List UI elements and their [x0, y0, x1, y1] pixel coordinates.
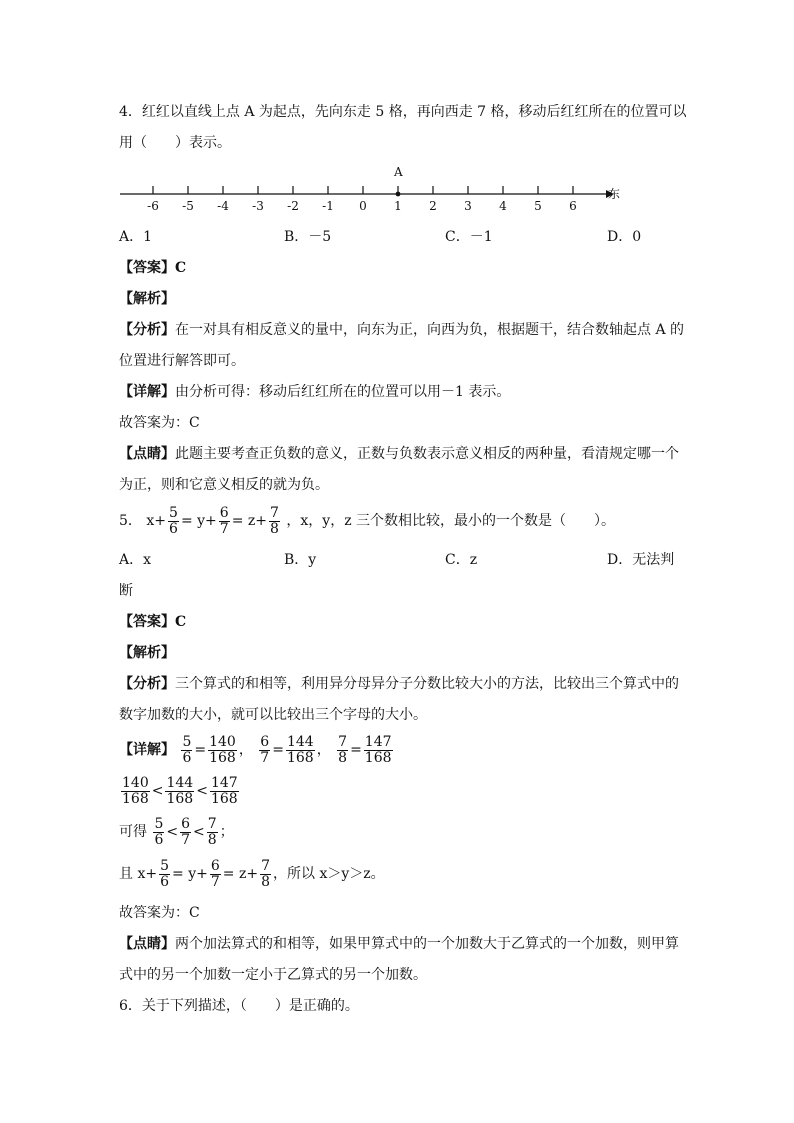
xiangjie-text: 由分析可得：移动后红红所在的位置可以用－1 表示。 [175, 384, 511, 400]
fraction: $\frac{140}{168}$ [122, 774, 149, 807]
fraction: $\frac{144}{168}$ [286, 733, 314, 766]
tick-label: -1 [322, 199, 334, 213]
q5-stem-tail: ，x，y，z 三个数相比较，最小的一个数是（ ）。 [286, 513, 616, 529]
dianjing-text: 此题主要考查正负数的意义，正数与负数表示意义相反的两种量，看清规定哪一个 [175, 446, 679, 462]
number-line [118, 164, 628, 214]
q4-dianjing-line1 [119, 444, 679, 464]
fenxi-text: 在一对具有相反意义的量中，向东为正，向西为负，根据题干，结合数轴起点 A 的 [175, 322, 685, 338]
q4-option-d: D．0 [607, 229, 642, 245]
q4-stem-line2: 用（ ）表示。 [119, 135, 231, 151]
fraction: $\frac{5}{6}$ [160, 857, 170, 890]
q5-option-b: B．y [284, 552, 317, 568]
q5-conclusion: 且 x+ $\frac{5}{6}$ = y+ $\frac{6}{7}$ = z+ $\frac{7}{8}$ ，所以 x＞y＞z。 [119, 857, 385, 890]
fenxi-tag: 【分析】 [119, 322, 175, 338]
tick-label: 4 [499, 199, 507, 213]
fraction: $\frac{140}{168}$ [209, 733, 236, 766]
fraction: $\frac{6}{7}$ [219, 504, 229, 537]
q4-jiexi: 【解析】 [119, 291, 175, 307]
q4-option-c: C．－1 [445, 229, 493, 245]
point-a-marker [396, 192, 401, 197]
q5-fenxi-line2: 数字加数的大小，就可以比较出三个字母的大小。 [119, 707, 427, 723]
q4-guda: 故答案为：C [119, 415, 200, 431]
q5-guda: 故答案为：C [119, 905, 200, 921]
q6-stem: 6．关于下列描述，（ ）是正确的。 [119, 998, 359, 1014]
fraction: $\frac{7}{8}$ [270, 504, 279, 537]
fraction: $\frac{7}{8}$ [261, 857, 271, 890]
q4-dianjing-line2: 为正，则和它意义相反的就为负。 [119, 477, 329, 493]
q5-compare-168: $\frac{140}{168}$ < $\frac{144}{168}$ < $\frac{147}{168}$ [122, 774, 238, 807]
q4-option-a: A．1 [119, 229, 153, 245]
tick-label: -5 [182, 199, 194, 213]
q5-number: 5． [119, 513, 142, 529]
point-a-label: A [394, 165, 403, 179]
tick-label: 5 [534, 199, 542, 213]
east-label: 东 [608, 187, 621, 201]
fraction: $\frac{7}{8}$ [207, 815, 217, 848]
tick-label: 6 [569, 199, 577, 213]
q5-fenxi-line1 [119, 674, 679, 694]
tick-label: 0 [359, 199, 367, 213]
xiangjie-tag: 【详解】 [119, 384, 175, 400]
tick-label: -2 [287, 199, 299, 213]
q5-stem: 5． x+ $\frac{5}{6}$ = y+ $\frac{6}{7}$ = z+ $\frac{7}{8}$ ，x，y，z 三个数相比较，最小的一个数是（ ）。 [119, 504, 616, 537]
fraction: $\frac{5}{6}$ [154, 815, 164, 848]
tick-label: 3 [464, 199, 472, 213]
fraction: $\frac{7}{8}$ [338, 733, 348, 766]
dianjing-tag: 【点睛】 [119, 936, 175, 952]
tick-label: -4 [217, 199, 229, 213]
tick-label: 1 [394, 199, 402, 213]
fraction: $\frac{144}{168}$ [166, 774, 194, 807]
q4-fenxi-line1 [119, 320, 684, 340]
q5-option-c: C．z [445, 552, 478, 568]
fenxi-text: 三个算式的和相等，利用异分母异分子分数比较大小的方法，比较出三个算式中的 [175, 676, 679, 692]
dianjing-tag: 【点睛】 [119, 446, 175, 462]
fenxi-tag: 【分析】 [119, 676, 175, 692]
fraction: $\frac{147}{168}$ [210, 774, 238, 807]
q5-option-d: D．无法判 [607, 552, 675, 568]
q5-answer: 【答案】C [119, 614, 187, 630]
fraction: $\frac{5}{6}$ [169, 504, 178, 537]
fraction: $\frac{6}{7}$ [260, 733, 270, 766]
fraction: $\frac{6}{7}$ [181, 815, 191, 848]
q5-dianjing-line2: 式中的另一个加数一定小于乙算式的另一个加数。 [119, 967, 427, 983]
q5-option-a: A．x [119, 552, 152, 568]
q4-option-b: B．－5 [284, 229, 332, 245]
tick-label: -3 [252, 199, 264, 213]
q4-answer: 【答案】C [119, 260, 187, 276]
dianjing-text: 两个加法算式的和相等，如果甲算式中的一个加数大于乙算式的一个加数，则甲算 [175, 936, 679, 952]
q5-kede: 可得 $\frac{5}{6}$ < $\frac{6}{7}$ < $\frac{7}{8}$ ； [119, 815, 234, 848]
tick-label: -6 [147, 199, 159, 213]
q4-stem-line1: 4．红红以直线上点 A 为起点，先向东走 5 格，再向西走 7 格，移动后红红所在的位置可以 [119, 104, 687, 120]
fraction: $\frac{6}{7}$ [210, 857, 220, 890]
fraction: $\frac{5}{6}$ [182, 733, 192, 766]
q5-jiexi: 【解析】 [119, 645, 175, 661]
q5-option-wrap: 断 [119, 583, 133, 599]
q4-fenxi-line2: 位置进行解答即可。 [119, 353, 245, 369]
fraction: $\frac{147}{168}$ [364, 733, 392, 766]
q4-xiangjie [119, 382, 510, 402]
tick-label: 2 [429, 199, 437, 213]
xiangjie-tag: 【详解】 [119, 742, 175, 758]
q5-dianjing-line1 [119, 934, 679, 954]
q5-xiangjie-conversions: 【详解】 $\frac{5}{6}$ = $\frac{140}{168}$ ， $\frac{6}{7}$ = $\frac{144}{168}$ ， $\frac{7}{8}$ = $\frac{147}{168}$ [119, 733, 392, 766]
